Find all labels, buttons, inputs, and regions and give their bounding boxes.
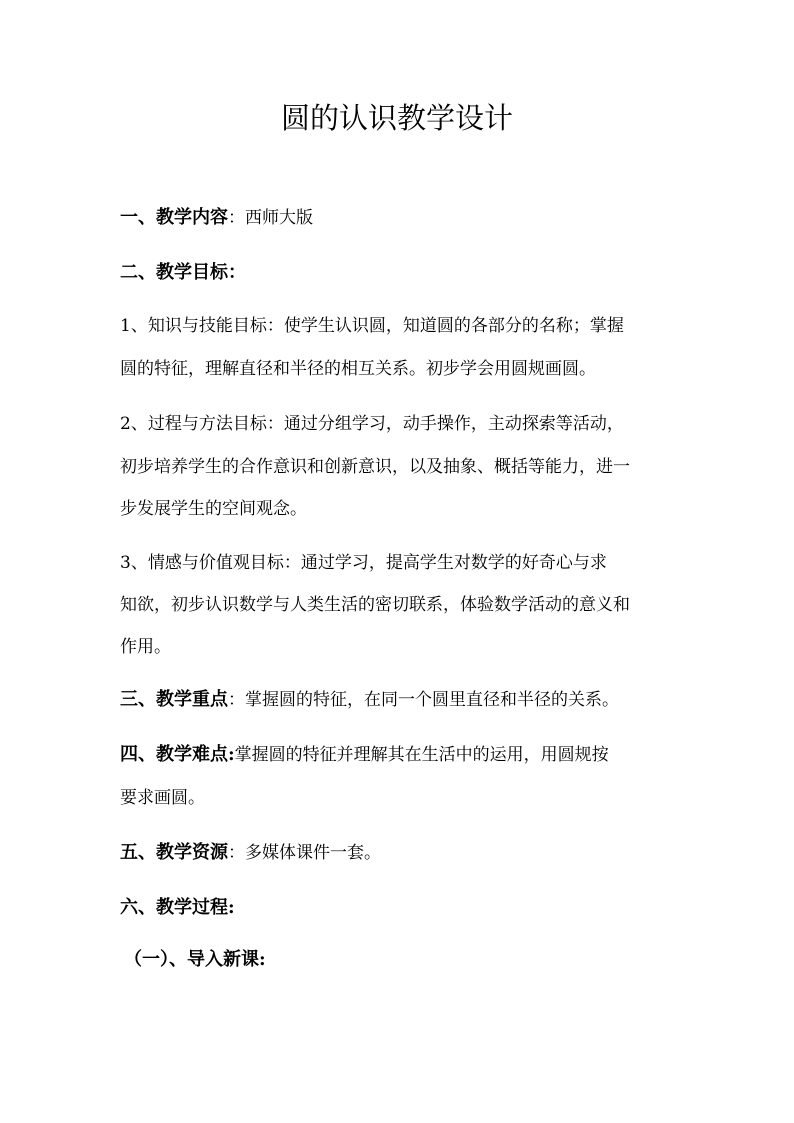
teaching-content-sep: ： bbox=[228, 208, 245, 228]
teaching-goals-heading: 二、教学目标： bbox=[120, 262, 246, 283]
difficulty-text1: 掌握圆的特征并理解其在生活中的运用，用圆规按 bbox=[234, 745, 609, 765]
teaching-content-text: 西师大版 bbox=[245, 208, 313, 228]
process-line bbox=[120, 896, 680, 920]
goal3-line1: 3、情感与价值观目标：通过学习，提高学生对数学的好奇心与求 bbox=[120, 553, 607, 573]
document-title: 圆的认识教学设计 bbox=[280, 101, 513, 135]
goal3-line2: 知欲，初步认识数学与人类生活的密切联系，体验数学活动的意义和 bbox=[120, 595, 630, 615]
difficulty-line1 bbox=[120, 743, 680, 767]
resources-sep: ： bbox=[228, 843, 245, 863]
keypoint-heading: 三、教学重点 bbox=[120, 689, 228, 710]
process-heading: 六、教学过程: bbox=[120, 897, 235, 918]
goal3-line3: 作用。 bbox=[120, 637, 171, 657]
goal1-line2: 圆的特征，理解直径和半径的相互关系。初步学会用圆规画圆。 bbox=[120, 359, 596, 379]
resources-text: 多媒体课件一套。 bbox=[245, 843, 381, 863]
teaching-content-heading: 一、教学内容 bbox=[120, 207, 228, 228]
teaching-goals-line bbox=[120, 261, 680, 285]
teaching-content-line bbox=[120, 206, 680, 230]
goal2-line1: 2、过程与方法目标：通过分组学习，动手操作，主动探索等活动， bbox=[120, 414, 624, 434]
goal2-line3: 步发展学生的空间观念。 bbox=[120, 499, 307, 519]
intro-line bbox=[124, 948, 684, 972]
intro-heading: （一）、导入新课: bbox=[124, 949, 266, 970]
goal2-line2: 初步培养学生的合作意识和创新意识，以及抽象、概括等能力，进一 bbox=[120, 457, 630, 477]
resources-heading: 五、教学资源 bbox=[120, 842, 228, 863]
difficulty-line2: 要求画圆。 bbox=[120, 788, 205, 808]
keypoint-text: 掌握圆的特征，在同一个圆里直径和半径的关系。 bbox=[245, 690, 619, 710]
difficulty-heading: 四、教学难点 bbox=[120, 744, 228, 765]
keypoint-sep: ： bbox=[228, 690, 245, 710]
goal1-line1: 1、知识与技能目标：使学生认识圆，知道圆的各部分的名称；掌握 bbox=[120, 316, 624, 336]
resources-line bbox=[120, 841, 680, 865]
keypoint-line bbox=[120, 688, 680, 712]
difficulty-sep: : bbox=[228, 744, 235, 765]
